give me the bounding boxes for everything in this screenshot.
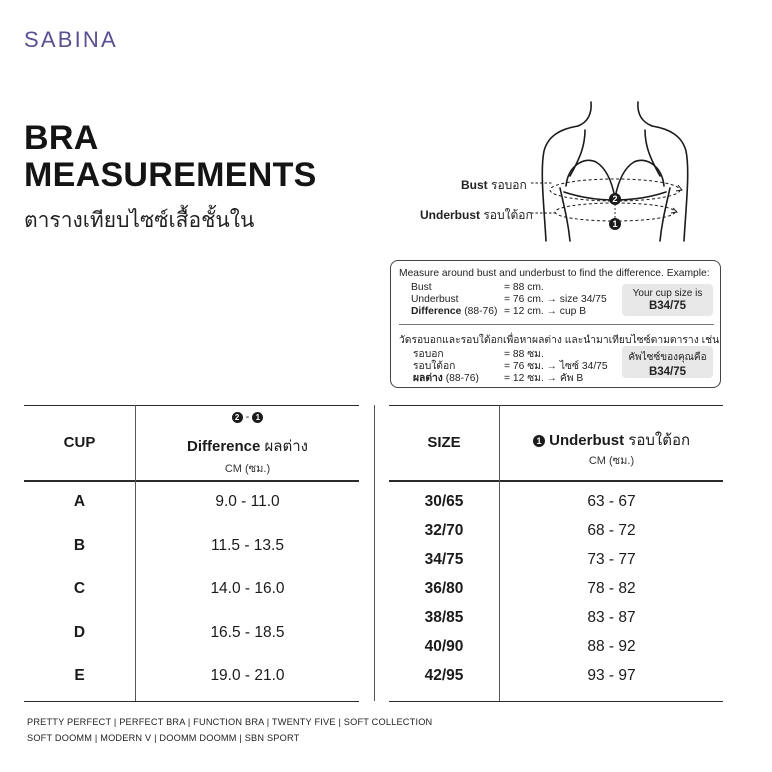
underbust-column-header: [500, 428, 723, 452]
marker-1-icon: 1: [533, 435, 545, 447]
underbust-range-cell: 63 - 67: [587, 493, 636, 510]
title-line-2: MEASUREMENTS: [24, 156, 317, 194]
example-th-row-value: = 12 ซม. → คัพ B: [504, 373, 584, 384]
bust-label: [461, 176, 527, 195]
underbust-label-th: รอบใต้อก: [483, 208, 533, 222]
example-divider: [399, 324, 714, 325]
underbust-header-en: Underbust: [549, 432, 625, 449]
cup-cell: B: [73, 537, 86, 554]
difference-cell: 11.5 - 13.5: [211, 537, 284, 554]
bust-label-en: Bust: [461, 178, 488, 192]
size-column-header: SIZE: [427, 434, 461, 451]
difference-cell: 9.0 - 11.0: [215, 493, 280, 510]
example-th-row-label: [413, 369, 479, 386]
example-en-row-label: [411, 306, 497, 317]
example-en-row-value: = 88 cm.: [504, 282, 544, 293]
pill-value: B34/75: [648, 366, 687, 378]
size-cell: 34/75: [424, 551, 464, 568]
cup-table-top-rule: [24, 405, 359, 406]
cup-table-bottom-rule: [24, 701, 359, 702]
example-en-row-value: = 76 cm. → size 34/75: [504, 294, 607, 305]
marker-2-icon: 2: [609, 193, 621, 205]
underbust-label: [420, 206, 533, 225]
underbust-range-cell: 68 - 72: [587, 522, 636, 539]
cup-cell: C: [73, 580, 86, 597]
example-intro-en: Measure around bust and underbust to find the difference. Example:: [399, 268, 710, 279]
underbust-range-cell: 78 - 82: [587, 580, 636, 597]
cup-cell: D: [73, 624, 86, 641]
tables-divider: [374, 405, 375, 701]
cup-size-pill-th: [622, 346, 713, 378]
underbust-range-cell: 83 - 87: [587, 609, 636, 626]
example-th-row-value: = 76 ซม. → ไซซ์ 34/75: [504, 361, 608, 372]
size-cell: 36/80: [424, 580, 464, 597]
size-table-header-rule: [389, 480, 723, 482]
title-line-1: BRA: [24, 119, 99, 157]
difference-cell: 14.0 - 16.0: [210, 580, 285, 597]
underbust-range-cell: 93 - 97: [587, 667, 636, 684]
difference-markers: [136, 411, 359, 423]
difference-header-th: ผลต่าง: [264, 438, 308, 455]
example-intro-th: วัดรอบอกและรอบใต้อกเพื่อหาผลต่าง และนำมาเทียบไซซ์ตามตาราง เช่น: [399, 335, 720, 346]
example-en-row-label: Bust: [411, 282, 432, 293]
difference-unit: CM (ซม.): [224, 463, 271, 475]
size-cell: 40/90: [424, 638, 464, 655]
cup-cell: A: [73, 493, 86, 510]
pill-text: คัพไซซ์ของคุณคือ: [628, 352, 707, 363]
example-th-row-label: รอบใต้อก: [413, 361, 456, 372]
size-cell: 30/65: [424, 493, 464, 510]
underbust-unit: CM (ซม.): [588, 455, 635, 467]
difference-label: Difference: [411, 306, 462, 317]
size-table-bottom-rule: [389, 701, 723, 702]
marker-1-icon: 1: [609, 218, 621, 230]
collections-line-1: PRETTY PERFECT | PERFECT BRA | FUNCTION BRA | TWENTY FIVE | SOFT COLLECTION: [27, 717, 433, 727]
page-title: [24, 120, 317, 194]
example-th-row-value: = 88 ซม.: [504, 349, 544, 360]
page-subtitle: ตารางเทียบไซซ์เสื้อชั้นใน: [24, 209, 255, 232]
marker-dash: -: [245, 411, 250, 423]
size-cell: 42/95: [424, 667, 464, 684]
example-box: [390, 260, 721, 388]
size-cell: 32/70: [424, 522, 464, 539]
pill-value: B34/75: [648, 300, 687, 312]
size-table-top-rule: [389, 405, 723, 406]
bust-label-th: รอบอก: [491, 178, 527, 192]
underbust-range-cell: 73 - 77: [587, 551, 636, 568]
difference-th-label: ผลต่าง: [413, 373, 443, 384]
difference-header-en: Difference: [186, 438, 261, 455]
cup-table-header-rule: [24, 480, 359, 482]
difference-column-header: [136, 434, 359, 458]
difference-label-suffix: (88-76): [464, 306, 498, 317]
underbust-header-th: รอบใต้อก: [628, 432, 691, 449]
collections-line-2: SOFT DOOMM | MODERN V | DOOMM DOOMM | SBN SPORT: [27, 733, 300, 743]
cup-column-header: CUP: [63, 434, 96, 451]
difference-th-label-suffix: (88-76): [445, 373, 479, 384]
cup-cell: E: [74, 667, 85, 684]
underbust-range-cell: 88 - 92: [587, 638, 636, 655]
underbust-label-en: Underbust: [420, 208, 480, 222]
example-en-row-label: Underbust: [411, 294, 459, 305]
cup-size-pill-en: [622, 284, 713, 316]
difference-cell: 16.5 - 18.5: [210, 624, 285, 641]
pill-text: Your cup size is: [632, 288, 703, 299]
example-en-row-value: = 12 cm. → cup B: [504, 306, 587, 317]
marker-1-icon: 1: [252, 412, 263, 423]
marker-2-icon: 2: [232, 412, 243, 423]
difference-cell: 19.0 - 21.0: [210, 667, 285, 684]
brand-logo: SABINA: [24, 27, 118, 52]
size-cell: 38/85: [424, 609, 464, 626]
example-th-row-label: รอบอก: [413, 349, 444, 360]
